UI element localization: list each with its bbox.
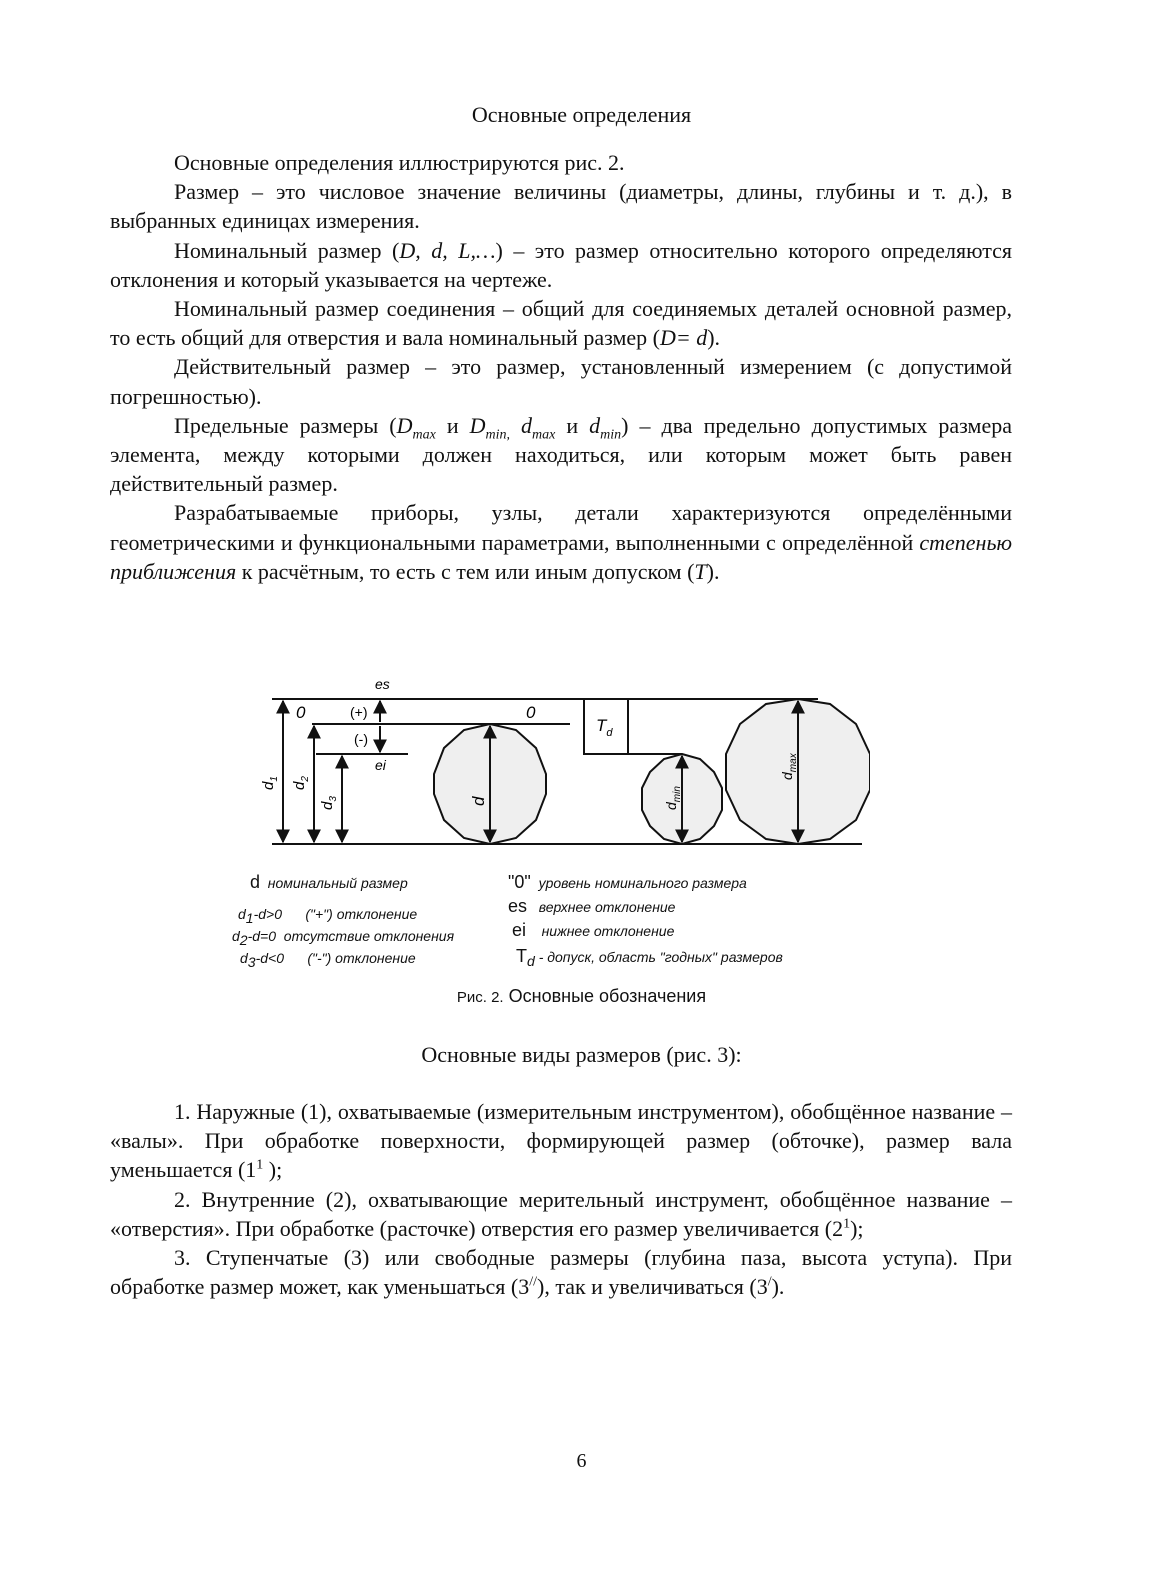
paragraph-3: Номинальный размер (D, d, L,…) – это размер относительно которого определяются отклонения и который указывается на чертеже. (110, 237, 1012, 292)
paragraph-2: Размер – это числовое значение величины (диаметры, длины, глубины и т. д.), в выбранных единицах измерения. (110, 179, 1012, 234)
page-number: 6 (576, 1450, 587, 1472)
list-item-1: 1. Наружные (1), охватываемые (измерительным инструментом), обобщённое название – «валы». При обработке поверхности, формирующей размер (обточке), размер вала уменьшается ($1^1$ ); (110, 1099, 1012, 1183)
d-label: d (469, 796, 488, 806)
d2-label: $d_2$ (291, 776, 311, 790)
figure-caption: Рис. 2. Основные обозначения (456, 986, 707, 1006)
zero-left-label: 0 (296, 703, 306, 722)
legend-es: es верхнее отклонение (508, 896, 676, 916)
td-label: $T_d$ (596, 716, 613, 739)
paragraph-1: Основные определения иллюстрируются рис. 2. (174, 150, 625, 175)
figure-2-diagram (230, 668, 870, 1020)
d1-label: $d_1$ (260, 776, 280, 790)
legend-td: $T_d$ - допуск, область "годных" размеров (516, 946, 783, 969)
d3-label: $d_3$ (319, 796, 339, 810)
plus-label: (+) (350, 704, 368, 720)
size-types-list (110, 1097, 1012, 1301)
list-item-3: 3. Ступенчатые (3) или свободные размеры (глубина паза, высота уступа). При обработке размер может, как уменьшаться (3//), так и увеличиваться (3/). (110, 1245, 1012, 1300)
dmax-label: $d_{max}$ (779, 753, 799, 780)
dmin-label: $d_{min}$ (663, 786, 683, 810)
subheading: Основные виды размеров (рис. 3): (421, 1042, 742, 1067)
paragraph-5: Действительный размер – это размер, установленный измерением (с допустимой погрешностью). (110, 354, 1012, 409)
section-heading: Основные определения (471, 102, 692, 127)
paragraph-6: Предельные размеры ($D_{max}$ и $D_{min,}$ $d_{max}$ и $d_{min}$) – два предельно допустимых размера элемента, между которыми должен находиться, или которым может быть равен действительный размер. (110, 412, 1012, 497)
paragraph-7: Разрабатываемые приборы, узлы, детали характеризуются определёнными геометрическими и функциональными параметрами, выполненными с определённой степенью приближения к расчётным, то есть с тем или иным допуском (T). (110, 500, 1012, 584)
paragraph-4: Номинальный размер соединения – общий для соединяемых деталей основной размер, то есть общий для отверстия и вала номинальный размер (D= d). (110, 296, 1012, 351)
legend-d2: $d_2-d=0$ отсутствие отклонения (232, 928, 455, 948)
legend-d1: $d_1-d>0$ ("+") отклонение (238, 906, 418, 926)
definitions-text (110, 148, 1012, 586)
zero-right-label: 0 (526, 703, 536, 722)
legend-d3: $d_3-d<0$ ("-") отклонение (240, 950, 416, 970)
minus-label: (-) (354, 731, 368, 747)
legend-d: d номинальный размер (250, 872, 408, 892)
ei-label: ei (375, 757, 386, 773)
legend-ei: ei нижнее отклонение (512, 920, 675, 940)
es-label: es (375, 676, 390, 692)
tolerance-diagram (230, 668, 870, 878)
list-item-2: 2. Внутренние (2), охватывающие мерительный инструмент, обобщённое название – «отверстия». При обработке (расточке) отверстия его размер увеличивается $(2^1)$; (110, 1186, 1012, 1241)
legend-zero: "0" уровень номинального размера (508, 872, 747, 892)
